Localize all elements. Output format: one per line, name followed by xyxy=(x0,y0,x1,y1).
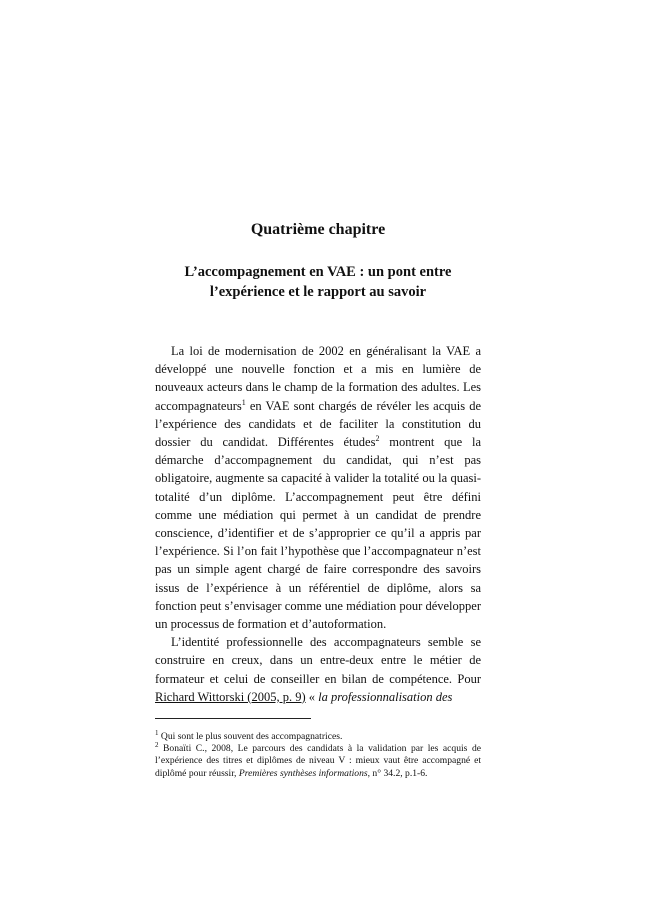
footnote-ref-1[interactable]: 1 xyxy=(241,397,246,407)
body-text xyxy=(155,342,481,706)
footnote-1-text: Qui sont le plus souvent des accompagnatrices. xyxy=(158,731,343,743)
citation-reference: Richard Wittorski (2005, p. 9) xyxy=(155,689,306,704)
footnote-ref-2[interactable]: 2 xyxy=(375,434,380,444)
footnote-2-text-end: , n° 34.2, p.1-6. xyxy=(367,767,428,779)
chapter-label: Quatrième chapitre xyxy=(250,221,386,238)
paragraph-2-part-1: L’identité professionnelle des accompagnateurs semble se construire en creux, dans un entre-deux entre le métier de formateur et celui de conseiller en bilan de compétence. Pour xyxy=(155,635,481,686)
paragraph-1-part-3: montrent que la démarche d’accompagnement du candidat, qui n’est pas obligatoire, augmente sa capacité à valider la totalité ou la quasi-totalité d’un diplôme. L’accompagnement peut être défini comme une médiation qui permet à un candidat de prendre conscience, d’identifier et de s’approprier ce qu’il a appris par l’expérience. Si l’on fait l’hypothèse que l’accompagnateur n’est pas un simple agent chargé de faire correspondre des savoirs issus de l’expérience à un référentiel de diplôme, alors sa fonction peut s’envisager comme une médiation pour développer un processus de formation et d’autoformation. xyxy=(155,435,482,632)
footnote-2-publication: Premières synthèses informations xyxy=(238,767,368,779)
chapter-title-line-1: L’accompagnement en VAE : un pont entre xyxy=(184,264,452,280)
paragraph-1-part-2: en VAE sont chargés de révéler les acquis de l’expérience des candidats et de faciliter la constitution du dossier du candidat. Différentes études xyxy=(155,398,481,450)
footnote-2-text: Bonaïti C., 2008, Le parcours des candidats à la validation par les acquis de l’expérience des titres et diplômes de niveau V : mieux vaut être accompagné et diplômé pour réussir, xyxy=(155,743,481,779)
footnote-2-number: 2 xyxy=(155,741,159,750)
paragraph-2-part-2: « xyxy=(305,689,319,704)
footnotes xyxy=(155,718,481,780)
paragraph-2 xyxy=(155,633,481,706)
footnote-separator xyxy=(155,718,311,719)
paragraph-1 xyxy=(155,342,481,633)
page-content xyxy=(155,220,481,780)
chapter-title-line-2: l’expérience et le rapport au savoir xyxy=(209,284,427,300)
footnote-1 xyxy=(155,731,481,743)
chapter-title xyxy=(155,262,481,302)
quote-text: la professionnalisation des xyxy=(318,689,453,704)
footnote-2 xyxy=(155,743,481,780)
footnote-1-number: 1 xyxy=(155,729,159,738)
paragraph-1-part-1: La loi de modernisation de 2002 en généralisant la VAE a développé une nouvelle fonction et a mis en lumière de nouveaux acteurs dans le champ de la formation des adultes. Les accompagnateurs xyxy=(155,344,481,413)
